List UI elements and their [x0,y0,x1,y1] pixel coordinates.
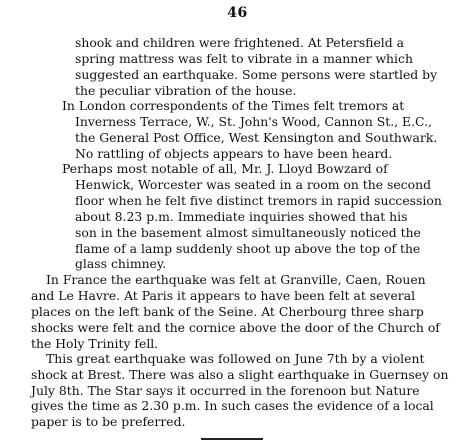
end-rule-divider [201,438,263,440]
text-line: This great earthquake was followed on June 7th by a violent [46,351,425,366]
text-line: the peculiar vibration of the house. [75,83,297,98]
text-line: the General Post Office, West Kensington and Southwark. [75,130,438,145]
text-line: Henwick, Worcester was seated in a room on the second [75,177,431,192]
text-line: Perhaps most notable of all, Mr. J. Lloyd Bowzard of [62,161,388,176]
text-line: Inverness Terrace, W., St. John's Wood, Cannon St., E.C., [75,114,432,129]
text-line: the Holy Trinity fell. [31,336,159,351]
text-line: In London correspondents of the Times felt tremors at [62,98,405,113]
text-line: shocks were felt and the cornice above the door of the Church of [31,320,440,335]
text-line: No rattling of objects appears to have been heard. [75,146,393,161]
text-line: shook and children were frightened. At Petersfield a [75,35,405,50]
text-line: son in the basement almost simultaneously noticed the [75,225,421,240]
text-line: suggested an earthquake. Some persons were startled by [75,67,438,82]
text-line: spring mattress was felt to vibrate in a manner which [75,51,413,66]
text-line: floor when he felt five distinct tremors in rapid succession [75,193,442,208]
text-line: glass chimney. [75,256,167,271]
text-line: gives the time as 2.30 p.m. In such cases the evidence of a local [31,398,434,413]
text-line: about 8.23 p.m. Immediate inquiries showed that his [75,209,408,224]
text-line: places on the left bank of the Seine. At Cherbourg three sharp [31,304,424,319]
page-number: 46 [227,5,248,21]
text-line: July 8th. The Star says it occurred in the forenoon but Nature [31,383,420,398]
text-line: shock at Brest. There was also a slight earthquake in Guernsey on [31,367,449,382]
text-line: and Le Havre. At Paris it appears to have been felt at several [31,288,416,303]
text-line: In France the earthquake was felt at Granville, Caen, Rouen [46,272,426,287]
text-line: flame of a lamp suddenly shoot up above the top of the [75,241,421,256]
text-line: paper is to be preferred. [31,414,186,429]
